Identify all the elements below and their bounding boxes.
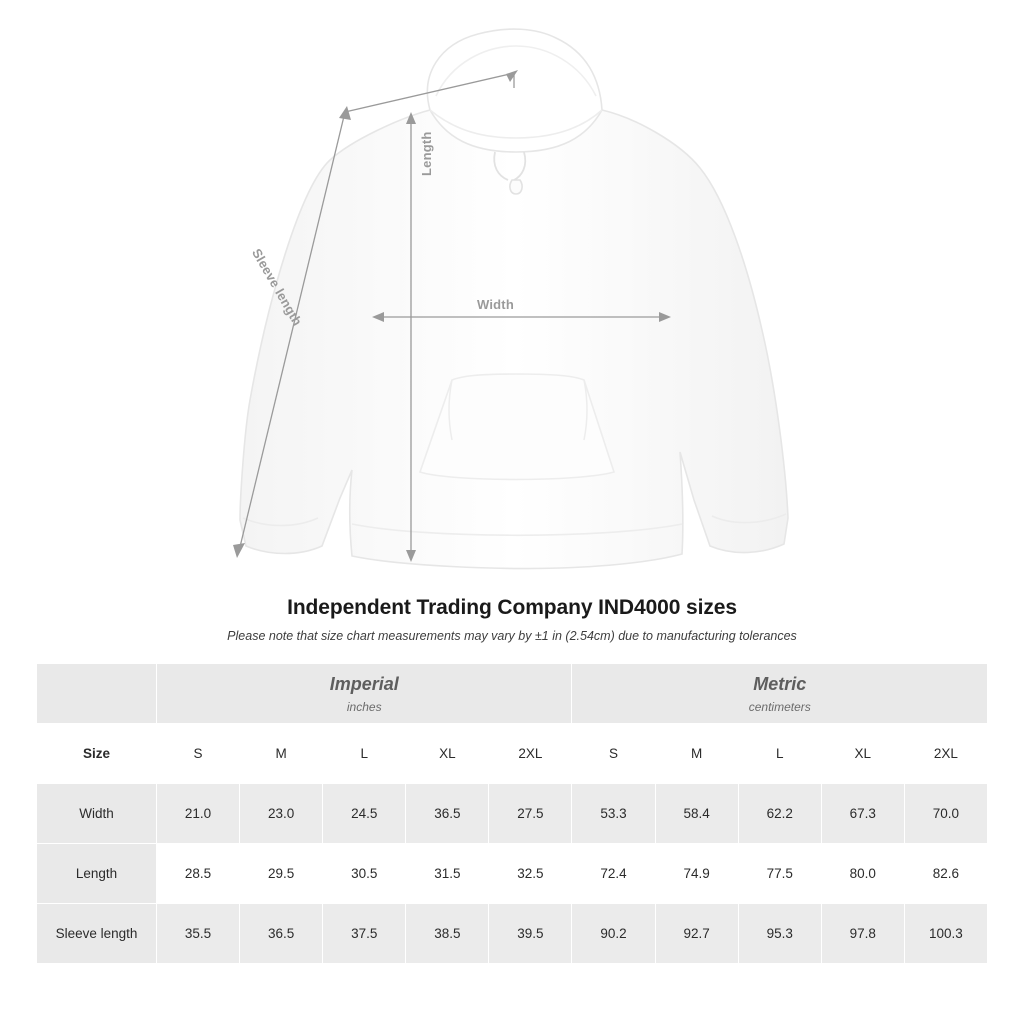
measurement-cell: 70.0: [904, 784, 987, 844]
size-header-cell: M: [240, 724, 323, 784]
measurement-cell: 21.0: [157, 784, 240, 844]
size-header-cell: S: [157, 724, 240, 784]
measurement-cell: 58.4: [655, 784, 738, 844]
measurement-cell: 92.7: [655, 904, 738, 964]
measurement-cell: 23.0: [240, 784, 323, 844]
measurement-cell: 28.5: [157, 844, 240, 904]
units-header-row: [37, 664, 988, 724]
measurement-label-sleeve-length: Sleeve length: [37, 904, 157, 964]
measurement-cell: 24.5: [323, 784, 406, 844]
measurement-cell: 31.5: [406, 844, 489, 904]
sleeve-length-dimension-label: Sleeve length: [249, 246, 306, 329]
measurement-cell: 30.5: [323, 844, 406, 904]
size-chart-table: [36, 663, 988, 964]
measurement-cell: 100.3: [904, 904, 987, 964]
width-dimension-label: Width: [477, 297, 514, 312]
length-dimension-label: Length: [419, 131, 434, 176]
unit-group-metric: [572, 664, 988, 724]
measurement-cell: 32.5: [489, 844, 572, 904]
measurement-label-width: Width: [37, 784, 157, 844]
unit-group-imperial: [157, 664, 572, 724]
size-header-cell: XL: [821, 724, 904, 784]
size-header-label: Size: [37, 724, 157, 784]
size-header-cell: 2XL: [489, 724, 572, 784]
measurement-cell: 27.5: [489, 784, 572, 844]
measurement-cell: 95.3: [738, 904, 821, 964]
table-row: [37, 844, 988, 904]
measurement-cell: 80.0: [821, 844, 904, 904]
measurement-label-length: Length: [37, 844, 157, 904]
measurement-cell: 36.5: [406, 784, 489, 844]
size-header-cell: 2XL: [904, 724, 987, 784]
size-header-cell: L: [738, 724, 821, 784]
table-corner-cell: [37, 664, 157, 724]
unit-group-metric-sub: centimeters: [748, 699, 811, 714]
measurement-cell: 36.5: [240, 904, 323, 964]
heading-block: [0, 596, 1024, 643]
measurement-cell: 97.8: [821, 904, 904, 964]
measurement-cell: 90.2: [572, 904, 655, 964]
table-row: [37, 784, 988, 844]
unit-group-imperial-name: Imperial: [329, 674, 399, 695]
tolerance-note: Please note that size chart measurements may vary by ±1 in (2.54cm) due to manufacturing tolerances: [227, 629, 797, 643]
measurement-cell: 77.5: [738, 844, 821, 904]
size-header-cell: S: [572, 724, 655, 784]
unit-group-metric-name: Metric: [753, 674, 807, 695]
measurement-cell: 38.5: [406, 904, 489, 964]
measurement-cell: 72.4: [572, 844, 655, 904]
measurement-cell: 62.2: [738, 784, 821, 844]
unit-group-imperial-sub: inches: [346, 699, 382, 714]
sizes-header-row: [37, 724, 988, 784]
measurement-cell: 82.6: [904, 844, 987, 904]
size-header-cell: L: [323, 724, 406, 784]
size-header-cell: M: [655, 724, 738, 784]
measurement-cell: 37.5: [323, 904, 406, 964]
measurement-cell: 29.5: [240, 844, 323, 904]
measurement-cell: 74.9: [655, 844, 738, 904]
measurement-cell: 53.3: [572, 784, 655, 844]
page-title: Independent Trading Company IND4000 sizes: [287, 596, 737, 619]
table-row: [37, 904, 988, 964]
measurement-cell: 35.5: [157, 904, 240, 964]
measurement-cell: 67.3: [821, 784, 904, 844]
size-chart-container: [36, 663, 988, 964]
size-header-cell: XL: [406, 724, 489, 784]
measurement-cell: 39.5: [489, 904, 572, 964]
